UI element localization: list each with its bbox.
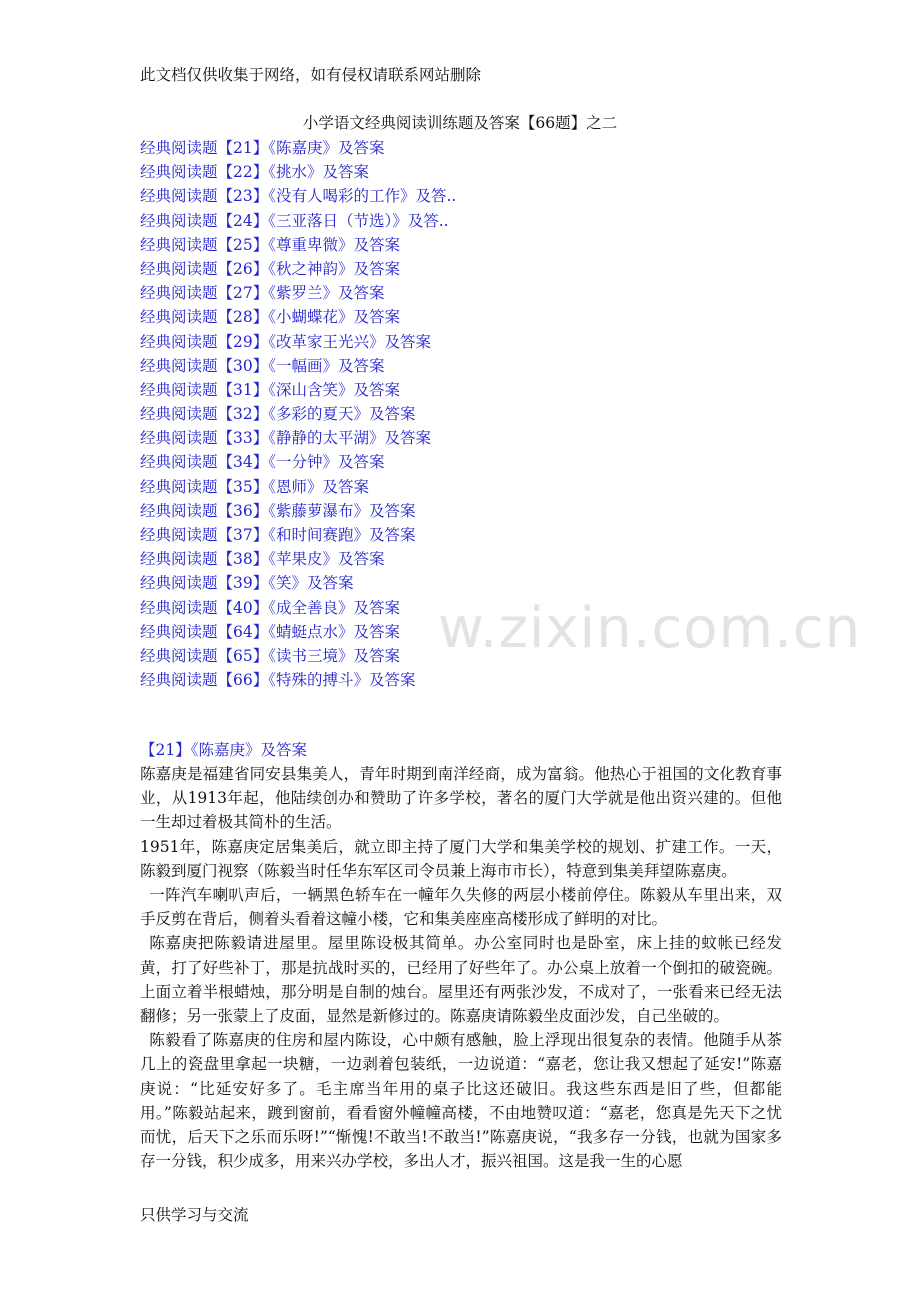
toc-item[interactable] [140,233,456,257]
toc-link[interactable]: 经典阅读题【27】《紫罗兰》及答案 [140,284,385,303]
toc-item[interactable] [140,523,456,547]
toc-link[interactable]: 经典阅读题【35】《恩师》及答案 [140,477,369,496]
paragraph: 1951年，陈嘉庚定居集美后，就立即主持了厦门大学和集美学校的规划、扩建工作。一天，陈毅到厦门视察（陈毅当时任华东军区司令员兼上海市市长），特意到集美拜望陈嘉庚。 [140,837,782,880]
toc-link[interactable]: 经典阅读题【23】《没有人喝彩的工作》及答.. [140,187,457,206]
article-body [140,762,782,1173]
table-of-contents [140,136,456,692]
paragraph: 一阵汽车喇叭声后，一辆黑色轿车在一幢年久失修的两层小楼前停住。陈毅从车里出来，双手反剪在背后，侧着头看着这幢小楼，它和集美座座高楼形成了鲜明的对比。 [140,886,782,929]
toc-item[interactable] [140,644,456,668]
paragraph: 陈嘉庚把陈毅请进屋里。屋里陈设极其简单。办公室同时也是卧室，床上挂的蚊帐已经发黄，打了好些补丁，那是抗战时买的，已经用了好些年了。办公桌上放着一个倒扣的破瓷碗。上面立着半根蜡烛，那分明是自制的烛台。屋里还有两张沙发，不成对了，一张看来已经无法翻修；另一张蒙上了皮面，显然是新修过的。陈嘉庚请陈毅坐皮面沙发，自己坐破的。 [140,934,782,1026]
toc-item[interactable] [140,402,456,426]
toc-item[interactable] [140,571,456,595]
toc-link[interactable]: 经典阅读题【37】《和时间赛跑》及答案 [140,526,416,544]
toc-link[interactable]: 经典阅读题【25】《尊重卑微》及答案 [140,235,400,254]
toc-item[interactable] [140,281,456,305]
section-heading-link[interactable]: 【21】《陈嘉庚》及答案 [140,741,307,759]
toc-link[interactable]: 经典阅读题【39】《笑》及答案 [140,574,354,593]
toc-item[interactable] [140,450,456,474]
toc-link[interactable]: 经典阅读题【26】《秋之神韵》及答案 [140,259,400,278]
toc-link[interactable]: 经典阅读题【31】《深山含笑》及答案 [140,380,400,399]
toc-item[interactable] [140,668,456,692]
toc-link[interactable]: 经典阅读题【40】《成全善良》及答案 [140,598,400,617]
section-heading [140,738,307,762]
toc-link[interactable]: 经典阅读题【36】《紫藤萝瀑布》及答案 [140,501,416,520]
toc-item[interactable] [140,547,456,571]
paragraph: 陈毅看了陈嘉庚的住房和屋内陈设，心中颇有感触，脸上浮现出很复杂的表情。他随手从茶几上的瓷盘里拿起一块糖，一边剥着包装纸，一边说道：“嘉老，您让我又想起了延安!”陈嘉庚说：“比延安好多了。毛主席当年用的桌子比这还破旧。我这些东西是旧了些，但都能用。”陈毅站起来，踱到窗前，看看窗外幢幢高楼，不由地赞叹道：“嘉老，您真是先天下之忧而忧，后天下之乐而乐呀!”“惭愧!不敢当!不敢当!”陈嘉庚说，“我多存一分钱，也就为国家多存一分钱，积少成多，用来兴办学校，多出人才，振兴祖国。这是我一生的心愿 [140,1031,782,1171]
toc-item[interactable] [140,136,456,160]
toc-item[interactable] [140,184,456,208]
paragraph: 陈嘉庚是福建省同安县集美人，青年时期到南洋经商，成为富翁。他热心于祖国的文化教育事业，从1913年起，他陆续创办和赞助了许多学校，著名的厦门大学就是他出资兴建的。但他一生却过着极其简朴的生活。 [140,765,782,832]
toc-link[interactable]: 经典阅读题【38】《苹果皮》及答案 [140,550,385,569]
toc-item[interactable] [140,305,456,329]
toc-link[interactable]: 经典阅读题【22】《挑水》及答案 [140,163,369,182]
toc-item[interactable] [140,426,456,450]
toc-item[interactable] [140,354,456,378]
toc-item[interactable] [140,257,456,281]
toc-link[interactable]: 经典阅读题【32】《多彩的夏天》及答案 [140,405,416,424]
toc-item[interactable] [140,209,456,233]
toc-item[interactable] [140,378,456,402]
toc-link[interactable]: 经典阅读题【28】《小蝴蝶花》及答案 [140,308,400,327]
toc-link[interactable]: 经典阅读题【65】《读书三境》及答案 [140,646,400,665]
toc-item[interactable] [140,596,456,620]
header-disclaimer: 此文档仅供收集于网络，如有侵权请联系网站删除 [140,66,482,84]
footer-note: 只供学习与交流 [140,1206,249,1224]
toc-item[interactable] [140,475,456,499]
toc-link[interactable]: 经典阅读题【29】《改革家王光兴》及答案 [140,332,431,351]
document-title: 小学语文经典阅读训练题及答案【66题】之二 [302,114,618,132]
toc-link[interactable]: 经典阅读题【30】《一幅画》及答案 [140,356,385,375]
watermark-text: w.zixin.com.cn [438,596,862,661]
toc-link[interactable]: 经典阅读题【34】《一分钟》及答案 [140,453,385,472]
toc-link[interactable]: 经典阅读题【64】《蜻蜓点水》及答案 [140,622,400,641]
toc-link[interactable]: 经典阅读题【66】《特殊的搏斗》及答案 [140,671,416,690]
toc-item[interactable] [140,620,456,644]
toc-link[interactable]: 经典阅读题【21】《陈嘉庚》及答案 [140,139,385,157]
toc-link[interactable]: 经典阅读题【33】《静静的太平湖》及答案 [140,429,431,448]
toc-item[interactable] [140,330,456,354]
toc-item[interactable] [140,160,456,184]
toc-item[interactable] [140,499,456,523]
toc-link[interactable]: 经典阅读题【24】《三亚落日（节选）》及答.. [140,211,449,230]
